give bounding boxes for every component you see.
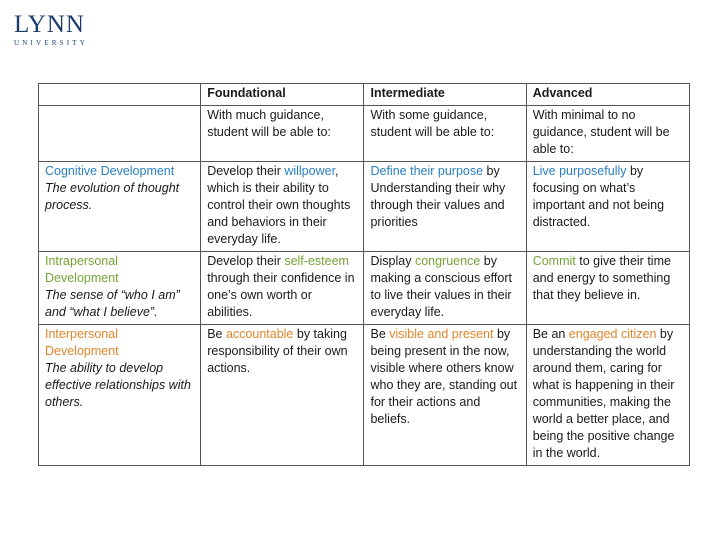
- area-cell-cognitive: [39, 162, 201, 252]
- cell-text: Develop their: [207, 254, 285, 268]
- cell-text: by understanding the world around them, caring for what is happening in their communities, making the world a better place, and being the positive change in the world.: [532, 327, 675, 460]
- header-row: [39, 84, 690, 106]
- cell-intrapersonal-foundational: [201, 252, 364, 325]
- cell-text: by focusing on what’s important and not being distracted.: [532, 164, 665, 229]
- guidance-foundational: With much guidance, student will be able to:: [201, 106, 364, 162]
- table-row: [39, 325, 690, 466]
- cell-text: , which is their ability to control their own thoughts and behaviors in their everyday life.: [207, 164, 351, 246]
- cell-cognitive-foundational: [201, 162, 364, 252]
- cell-keyword: willpower: [284, 164, 336, 178]
- header-foundational: Foundational: [201, 84, 364, 106]
- cell-keyword: Commit: [532, 254, 576, 268]
- cell-keyword: congruence: [414, 254, 481, 268]
- area-description: The sense of “who I am” and “what I believe”.: [45, 288, 180, 319]
- logo-subtitle: UNIVERSITY: [14, 39, 88, 47]
- lynn-university-logo: [14, 13, 88, 48]
- cell-text: by making a conscious effort to live their values in their everyday life.: [370, 254, 512, 319]
- cell-intrapersonal-intermediate: [364, 252, 526, 325]
- cell-intrapersonal-advanced: [526, 252, 689, 325]
- area-cell-interpersonal: [39, 325, 201, 466]
- logo-wordmark: LYNN: [14, 11, 85, 38]
- table-row: [39, 162, 690, 252]
- cell-interpersonal-advanced: [526, 325, 689, 466]
- area-cell-intrapersonal: [39, 252, 201, 325]
- cell-keyword: accountable: [225, 327, 294, 341]
- header-intermediate: Intermediate: [364, 84, 526, 106]
- cell-text: Be: [370, 327, 390, 341]
- cell-text: through their confidence in one’s own worth or abilities.: [207, 271, 355, 319]
- cell-text: Develop their: [207, 164, 285, 178]
- cell-text: Display: [370, 254, 415, 268]
- cell-interpersonal-intermediate: [364, 325, 526, 466]
- development-rubric-table: [38, 83, 690, 466]
- header-advanced: Advanced: [526, 84, 689, 106]
- area-description: The evolution of thought process.: [45, 181, 180, 212]
- area-description: The ability to develop effective relationships with others.: [45, 361, 191, 409]
- cell-cognitive-advanced: [526, 162, 689, 252]
- area-title: Intrapersonal Development: [45, 254, 119, 285]
- cell-text: Be an: [532, 327, 569, 341]
- cell-text: by being present in the now, visible where others know who they are, standing out for their actions and beliefs.: [370, 327, 518, 426]
- guidance-row: [39, 106, 690, 162]
- cell-interpersonal-foundational: [201, 325, 364, 466]
- guidance-empty-cell: [39, 106, 201, 162]
- cell-text: to give their time and energy to something that they believe in.: [532, 254, 671, 302]
- cell-keyword: Define their purpose: [370, 164, 484, 178]
- cell-keyword: engaged citizen: [568, 327, 657, 341]
- cell-keyword: self-esteem: [284, 254, 349, 268]
- area-title: Cognitive Development: [45, 164, 175, 178]
- cell-cognitive-intermediate: [364, 162, 526, 252]
- cell-text: by taking responsibility of their own actions.: [207, 327, 348, 375]
- table-row: [39, 252, 690, 325]
- guidance-intermediate: With some guidance, student will be able to:: [364, 106, 526, 162]
- guidance-advanced: With minimal to no guidance, student will be able to:: [526, 106, 689, 162]
- cell-keyword: visible and present: [389, 327, 494, 341]
- cell-text: by Understanding their why through their values and priorities: [370, 164, 506, 229]
- cell-text: Be: [207, 327, 226, 341]
- header-empty-cell: [39, 84, 201, 106]
- cell-keyword: Live purposefully: [532, 164, 627, 178]
- area-title: Interpersonal Development: [45, 327, 119, 358]
